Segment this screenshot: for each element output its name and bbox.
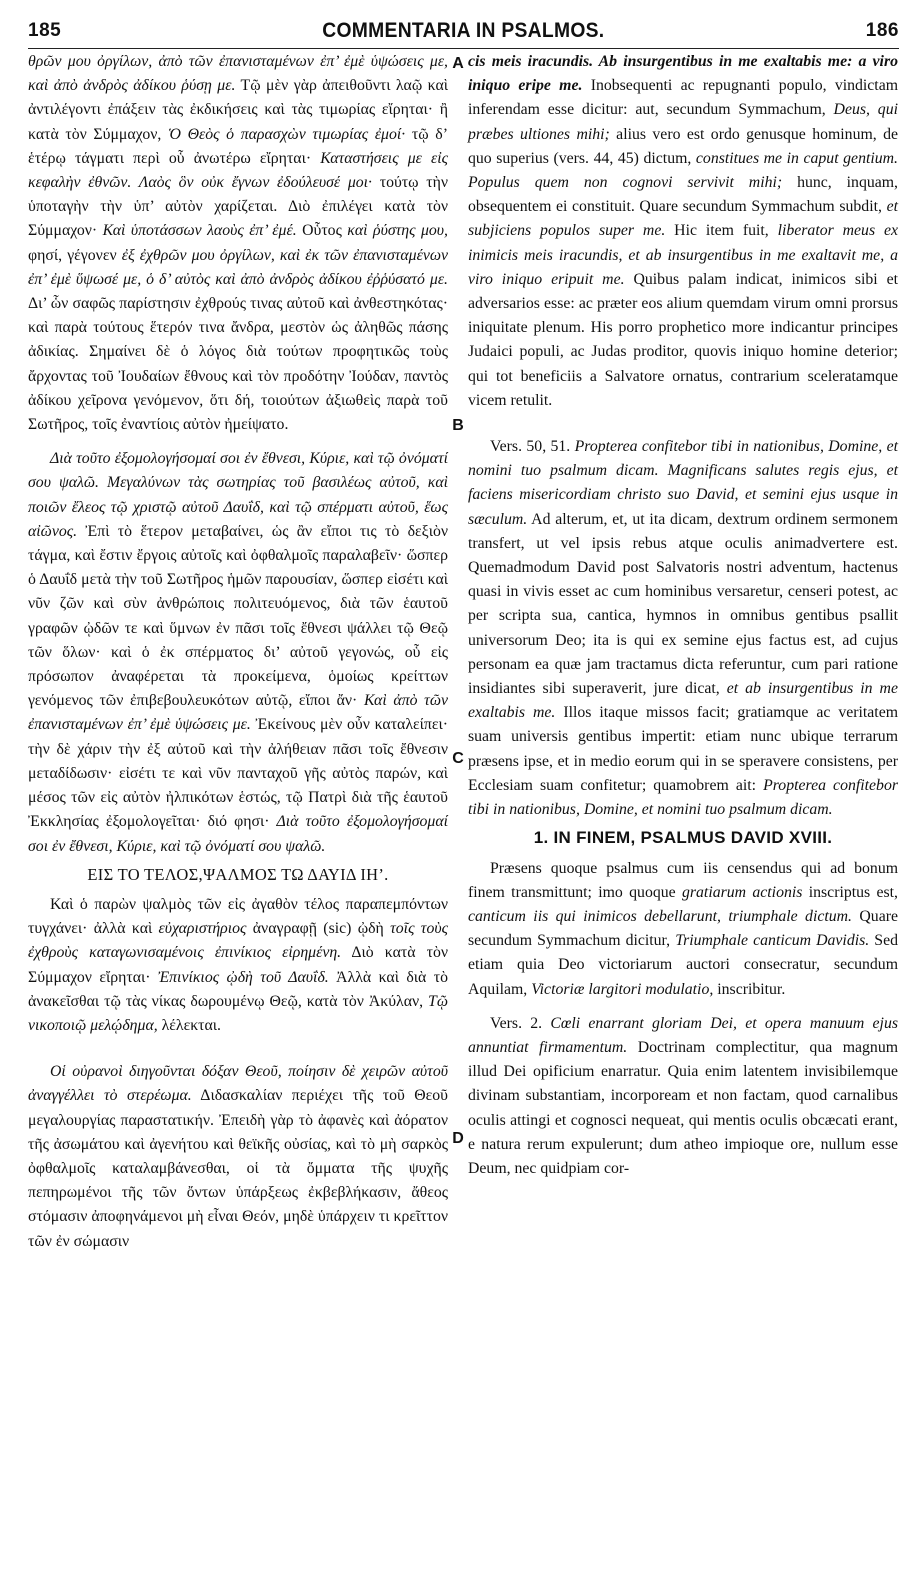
column-marker-b: B [452, 417, 464, 434]
column-marker-a: A [452, 55, 464, 72]
running-title: COMMENTARIA IN PSALMOS. [322, 19, 605, 42]
greek-paragraph-1: θρῶν μου ὀργίλων, ἀπὸ τῶν ἐπανισταμένων ἐπ’ ἐμὲ ὑψώσεις με, καὶ ἀπὸ ἀνδρὸς ἀδίκου ῥύσῃ με. Τῷ μὲν γὰρ ἀπειθοῦντι λαῷ καὶ ἀντιλέγοντι ἐπάξειν τὰς ἐκδικήσεις καὶ τὰς τιμωρίας εἴρηται· ἢ κατὰ τὸν Σύμμαχον, Ὁ Θεὸς ὁ παρασχὼν τιμωρίας ἐμοί· τῷ δ’ ἑτέρῳ τάγματι περὶ οὗ ἀνωτέρω εἴρηται· Καταστήσεις με εἰς κεφαλὴν ἐθνῶν. Λαὸς ὃν οὐκ ἔγνων ἐδούλευσέ μοι· τούτῳ τὴν ὑποταγὴν τὴν ὑπ’ αὐτὸν χαρίζεται. Διὸ ἐπιλέγει κατὰ τὸν Σύμμαχον· Καὶ ὑποτάσσων λαοὺς ἐπ’ ἐμέ. Οὗτος καὶ ῥύστης μου, φησί, γέγονεν ἐξ ἐχθρῶν μου ὀργίλων, καὶ ἐκ τῶν ἐπανισταμένων ἐπ’ ἐμὲ ὕψωσέ με, ὁ δ’ αὐτὸς καὶ ἀπὸ ἀνδρὸς ἀδίκου ἐῤῥύσατό με. Δι’ ὧν σαφῶς παρίστησιν ἐχθρούς τινας αὐτοῦ καὶ ἀνθεστηκότας· καὶ παρὰ τούτους ἕτερόν τινα ἄνδρα, μεστὸν ὡς ἀληθῶς πάσης ἀδικίας. Σημαίνει δὲ ὁ λόγος διὰ τούτων προφητικῶς τοὺς ἄρχοντας τοῦ Ἰουδαίων ἔθνους καὶ τὸν προδότην Ἰούδαν, παντὸς ἀδίκου χεῖρονα γενόμενον, ὅτι δή, τοιούτων ἀξιωθεὶς παρὰ τοῦ Σωτῆρος, τοῖς ἐναντίοις αὐτὸν ἠμείψατο. [28, 53, 449, 434]
greek-paragraph-2: Διὰ τοῦτο ἐξομολογήσομαί σοι ἐν ἔθνεσι, Κύριε, καὶ τῷ ὀνόματί σου ψαλῶ. Μεγαλύνων τὰς σωτηρίας τοῦ βασιλέως αὐτοῦ, καὶ ποιῶν ἔλεος τῷ χριστῷ αὐτοῦ Δαυΐδ, καὶ τῷ σπέρματι αὐτοῦ, ἕως αἰῶνος. Ἐπὶ τὸ ἕτερον μεταβαίνει, ὡς ἂν εἴποι τις τὸ δεξιὸν τάγμα, καὶ ἔστιν ἔργοις αὐτοῖς καὶ ὀφθαλμοῖς παραλαβεῖν· ὥσπερ ὁ Δαυΐδ μετὰ τὴν τοῦ Σωτῆρος ἡμῶν παρουσίαν, ὥσπερ εἰσέτι καὶ νῦν ζῶν καὶ σὺν ἀνθρώποις πολιτευόμενος, διὰ τῶν ἑαυτοῦ γραφῶν ᾠδῶν τε καὶ ὕμνων ἐν πᾶσι τοῖς ἔθνεσι ψάλλει τῷ Θεῷ τῶν ὅλων· καὶ ὁ ἐκ σπέρματος δι’ αὐτοῦ γεγονώς, οὗ εἰς πρόσωπον ἀναφέρεται τὰ προκείμενα, ὁμοίως κρείττων γενόμενος τῶν ἐπιβεβουλευκότων αὐτῷ, εἴποι ἄν· Καὶ ἀπὸ τῶν ἐπανισταμένων ἐπ’ ἐμὲ ὑψώσεις με. Ἐκείνους μὲν οὖν καταλείπει· τὴν δὲ χάριν τὴν ἐξ αὐτοῦ καὶ τὴν ἀλήθειαν πᾶσι τοῖς ἔθνεσιν μεταδίδωσιν· εἰσέτι τε καὶ νῦν πανταχοῦ γῆς αὐτὸς παρών, καὶ μέσος τῶν εἰς αὐτὸν ἠλπικότων ἑστώς, τῷ Πατρὶ διὰ τῆς ἑαυτοῦ Ἐκκλησίας ἐξομολογεῖται· διό φησι· Διὰ τοῦτο ἐξομολογήσομαί σοι ἐν ἔθνεσι, Κύριε, καὶ τῷ ὀνόματί σου ψαλῶ. [28, 450, 448, 855]
running-header [28, 14, 899, 49]
column-marker-c: C [452, 750, 464, 767]
greek-paragraph-4: Οἱ οὐρανοὶ διηγοῦνται δόξαν Θεοῦ, ποίησιν δὲ χειρῶν αὐτοῦ ἀναγγέλλει τὸ στερέωμα. Διδασκαλίαν περιέχει τῆς τοῦ Θεοῦ μεγαλουργίας παραστατικήν. Ἐπειδὴ γὰρ τὸ ἀφανὲς καὶ ἀόρατον τῆς ἀσωμάτου καὶ ἀγενήτου καὶ θεϊκῆς οὐσίας, καὶ τὸ μὴ σαρκὸς ὀφθαλμοῖς καταλαμβάνεσθαι, οἱ τὰ ὄμματα τῆς ψυχῆς πεπηρωμένοι τῆς τῶν ὄντων ὑπάρξεως ἐκβεβλήκασιν, ἄθεος στόμασιν ἀποφηνάμενοι μὴ εἶναι Θεόν, μηδὲ ὑπάρχειν τι κρεῖττον τῶν ἐν σώμασιν [28, 1063, 448, 1250]
greek-paragraph-3: Καὶ ὁ παρὼν ψαλμὸς τῶν εἰς ἀγαθὸν τέλος παραπεμπόντων τυγχάνει· ἀλλὰ καὶ εὐχαριστήριος ἀναγραφῇ (sic) ᾠδὴ τοῖς τοὺς ἐχθροὺς καταγωνισαμένοις ἐπινίκιος εἰρημένη. Διὸ κατὰ τὸν Σύμμαχον εἴρηται· Ἐπινίκιος ᾠδὴ τοῦ Δαυΐδ. Ἀλλὰ καὶ διὰ τὸ ἀνακεῖσθαι τῷ τὰς νίκας δωρουμένῳ Θεῷ, κατὰ τὸν Ἀκύλαν, Τῷ νικοποιῷ μελῴδημα, λέλεκται. [28, 895, 449, 1034]
column-marker-d: D [452, 1130, 464, 1147]
latin-psalm-heading: 1. IN FINEM, PSALMUS DAVID XVIII. [533, 828, 833, 848]
greek-column [28, 50, 448, 1254]
latin-column [468, 50, 898, 1181]
left-page-number: 185 [28, 20, 62, 41]
greek-psalm-heading: ΕΙΣ ΤΟ ΤΕΛΟΣ,ΨΑΛΜΟΣ ΤΩ ΔΑΥΙΔ ΙΗ’. [87, 864, 389, 884]
right-page-number: 186 [865, 20, 899, 41]
latin-paragraph-4: Vers. 2. Cœli enarrant gloriam Dei, et opera manuum ejus annuntiat firmamentum. Doctrinam complectitur, qua magnum illud Dei opificium enarratur. Quia enim latentem invisibilemque divinam substantiam, incorpoream et non factam, quod carnalibus oculis attingi et cognosci nequeat, qui mentis oculis obcæcati erant, e natura rerum expulerunt; dum atheo impioque ore, nullum esse Deum, nec quidpiam cor- [468, 1014, 899, 1177]
latin-paragraph-2: Vers. 50, 51. Propterea confitebor tibi in nationibus, Domine, et nomini tuo psalmum dicam. Magnificans salutes regis ejus, et faciens misericordiam christo suo David, et semini ejus usque in sæculum. Ad alterum, et, ut ita dicam, dextrum ordinem sermonem transfert, ut vel ipsis rebus atque oculis animadvertere est. Quemadmodum David post Salvatoris nostri adventum, hactenus quasi in vivis esset ac cum hominibus versaretur, censeri potest, ac per scripta sua, cantica, hymnos in omnibus gentibus psallit universorum Deo; ita is qui ex semine ejus factus est, ad cujus personam ea quæ jam tractamus dicta referuntur, cum pari ratione insidiantes sibi superaverit, jure dicat, et ab insurgentibus in me exaltabis me. Illos itaque missos facit; gratiamque ac veritatem suam universis gentibus impertit: etiam nunc ubique terrarum præsens ipse, et in medio eorum qui in se speravere consistens, per Ecclesiam suam confitetur; quamobrem ait: Propterea confitebor tibi in nationibus, Domine, et nomini tuo psalmum dicam. [468, 438, 898, 819]
latin-paragraph-3: Præsens quoque psalmus cum iis censendus qui ad bonum finem transmittunt; imo quoque gratiarum actionis inscriptus est, canticum iis qui inimicos debellarunt, triumphale dictum. Quare secundum Symmachum dicitur, Triumphale canticum Davidis. Sed etiam quia Deo victoriarum auctori consecratur, secundum Aquilam, Victoriæ largitori modulatio, inscribitur. [468, 859, 899, 998]
latin-paragraph-1: cis meis iracundis. Ab insurgentibus in me exaltabis me: a viro iniquo eripe me. Inobsequenti ac repugnanti populo, vindictam inferendam esse dicitur: aut, secundum Symmachum, Deus, qui præbes ultiones mihi; alius vero est ordo genusque hominum, de quo superius (vers. 44, 45) dictum, constitues me in caput gentium. Populus quem non cognovi servivit mihi; hunc, inquam, obsequentem ei constituit. Quare secundum Symmachum subdit, et subjiciens populos super me. Hic item fuit, liberator meus ex inimicis meis iracundis, et ab insurgentibus in me exaltavit me, a viro iniquo eripuit me. Quibus palam indicat, inimicos sibi et adversarios esse: ac præter eos alium quemdam virum omni prorsus iniquitate plenum. His porro prophetico more indicantur principes Judaici populi, ac Judas proditor, quovis iniquo homine deterior; qui tot beneficiis a Salvatore ornatus, contrarium sceleratamque vicem retulit. [468, 53, 899, 409]
